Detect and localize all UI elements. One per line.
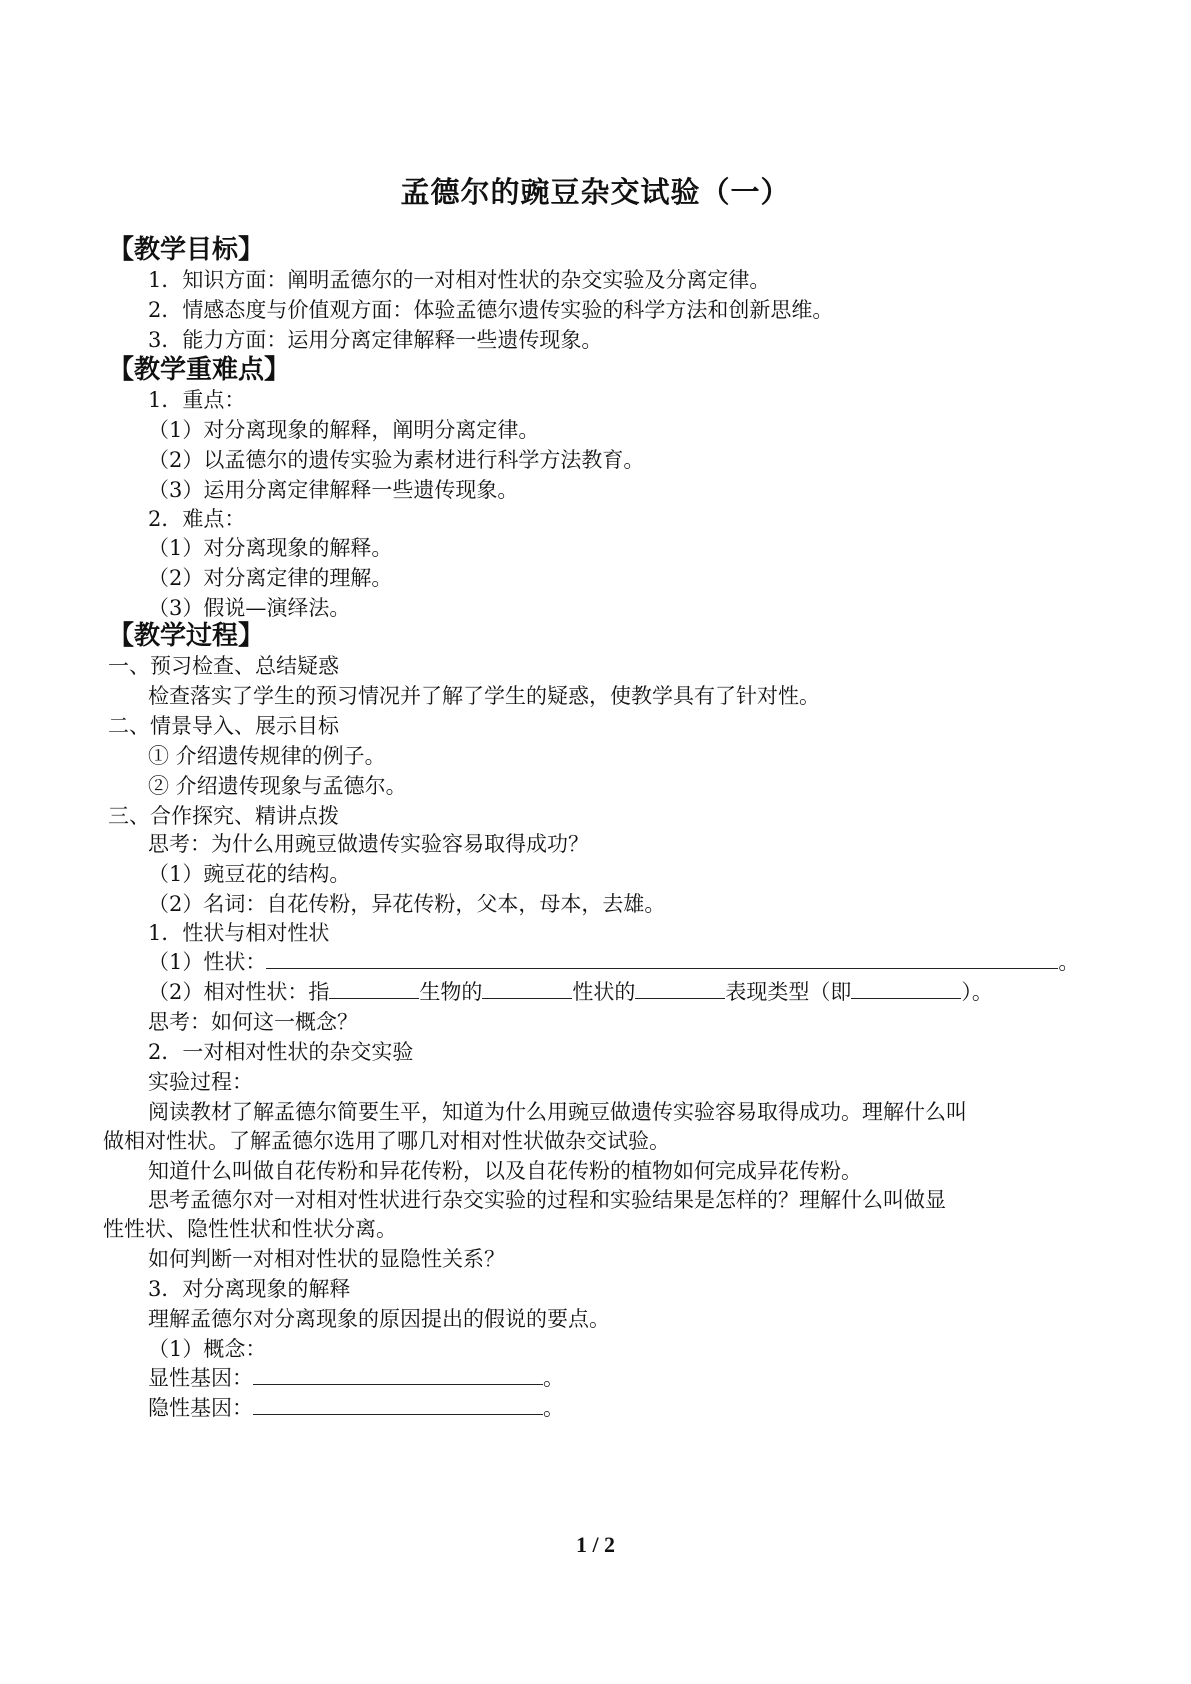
subsection-heading: 3．对分离现象的解释 <box>148 1277 351 1301</box>
difficult-item: （2）对分离定律的理解。 <box>148 566 393 590</box>
section-text: 检查落实了学生的预习情况并了解了学生的疑惑，使教学具有了针对性。 <box>148 684 820 708</box>
key-label: 1．重点： <box>148 388 246 412</box>
subsection-heading: 1．性状与相对性状 <box>148 921 330 945</box>
think-question: 思考：为什么用豌豆做遗传实验容易取得成功？ <box>148 832 589 856</box>
keypoints-heading: 【教学重难点】 <box>108 355 291 385</box>
paragraph-cont: 性性状、隐性性状和性状分离。 <box>103 1217 397 1241</box>
objective-item: 3．能力方面：运用分离定律解释一些遗传现象。 <box>148 328 603 352</box>
objectives-heading: 【教学目标】 <box>108 235 265 265</box>
objective-item: 1．知识方面：阐明孟德尔的一对相对性状的杂交实验及分离定律。 <box>148 268 771 292</box>
list-item: ① 介绍遗传规律的例子。 <box>148 744 386 768</box>
dominant-gene-label: 显性基因： <box>148 1366 253 1390</box>
trait-blank[interactable] <box>266 948 1058 969</box>
document-title: 孟德尔的豌豆杂交试验（一） <box>400 175 791 209</box>
paragraph: 如何判断一对相对性状的显隐性关系？ <box>148 1247 505 1271</box>
trait-period: 。 <box>1058 950 1080 974</box>
paragraph: 思考孟德尔对一对相对性状进行杂交实验的过程和实验结果是怎样的？理解什么叫做显 <box>148 1188 946 1212</box>
difficult-item: （1）对分离现象的解释。 <box>148 536 393 560</box>
subsection-heading: 2．一对相对性状的杂交实验 <box>148 1040 414 1064</box>
relative-trait-label: （2）相对性状：指 <box>148 980 330 1004</box>
page-number: 1 / 2 <box>575 1532 616 1557</box>
key-item: （2）以孟德尔的遗传实验为素材进行科学方法教育。 <box>148 448 645 472</box>
list-item: （1）豌豆花的结构。 <box>148 862 351 886</box>
section-heading: 三、合作探究、精讲点拨 <box>108 804 339 828</box>
section-heading: 二、情景导入、展示目标 <box>108 714 339 738</box>
relative-trait-text: 生物的 <box>419 980 483 1004</box>
relative-trait-text: 表现类型（即 <box>725 980 852 1004</box>
recessive-gene-line <box>148 1394 564 1422</box>
concept-label: （1）概念： <box>148 1337 267 1361</box>
relative-trait-text: ）。 <box>961 980 993 1004</box>
dominant-gene-blank[interactable] <box>253 1364 543 1385</box>
period: 。 <box>543 1366 564 1390</box>
section-heading: 一、预习检查、总结疑惑 <box>108 654 339 678</box>
paragraph: 知道什么叫做自花传粉和异花传粉，以及自花传粉的植物如何完成异花传粉。 <box>148 1159 862 1183</box>
relative-trait-blank[interactable] <box>482 978 572 999</box>
relative-trait-blank[interactable] <box>851 978 961 999</box>
key-item: （3）运用分离定律解释一些遗传现象。 <box>148 478 519 502</box>
relative-trait-text: 性状的 <box>572 980 636 1004</box>
difficult-label: 2．难点： <box>148 507 246 531</box>
paragraph-cont: 做相对性状。了解孟德尔选用了哪几对相对性状做杂交试验。 <box>103 1129 670 1153</box>
subsection-label: 实验过程： <box>148 1070 253 1094</box>
paragraph: 理解孟德尔对分离现象的原因提出的假说的要点。 <box>148 1307 610 1331</box>
list-item: （2）名词：自花传粉，异花传粉，父本，母本，去雄。 <box>148 892 666 916</box>
relative-trait-line <box>148 978 993 1006</box>
recessive-gene-blank[interactable] <box>253 1394 543 1415</box>
period: 。 <box>543 1396 564 1420</box>
relative-trait-blank[interactable] <box>635 978 725 999</box>
trait-label: （1）性状： <box>148 950 267 974</box>
trait-definition-line <box>148 948 1079 976</box>
list-item: ② 介绍遗传现象与孟德尔。 <box>148 774 407 798</box>
dominant-gene-line <box>148 1364 564 1392</box>
key-item: （1）对分离现象的解释，阐明分离定律。 <box>148 418 540 442</box>
process-heading: 【教学过程】 <box>108 621 265 651</box>
difficult-item: （3）假说—演绎法。 <box>148 596 351 620</box>
objective-item: 2．情感态度与价值观方面：体验孟德尔遗传实验的科学方法和创新思维。 <box>148 298 834 322</box>
paragraph: 阅读教材了解孟德尔简要生平，知道为什么用豌豆做遗传实验容易取得成功。理解什么叫 <box>148 1100 967 1124</box>
relative-trait-blank[interactable] <box>329 978 419 999</box>
think-question: 思考：如何这一概念？ <box>148 1010 358 1034</box>
recessive-gene-label: 隐性基因： <box>148 1396 253 1420</box>
